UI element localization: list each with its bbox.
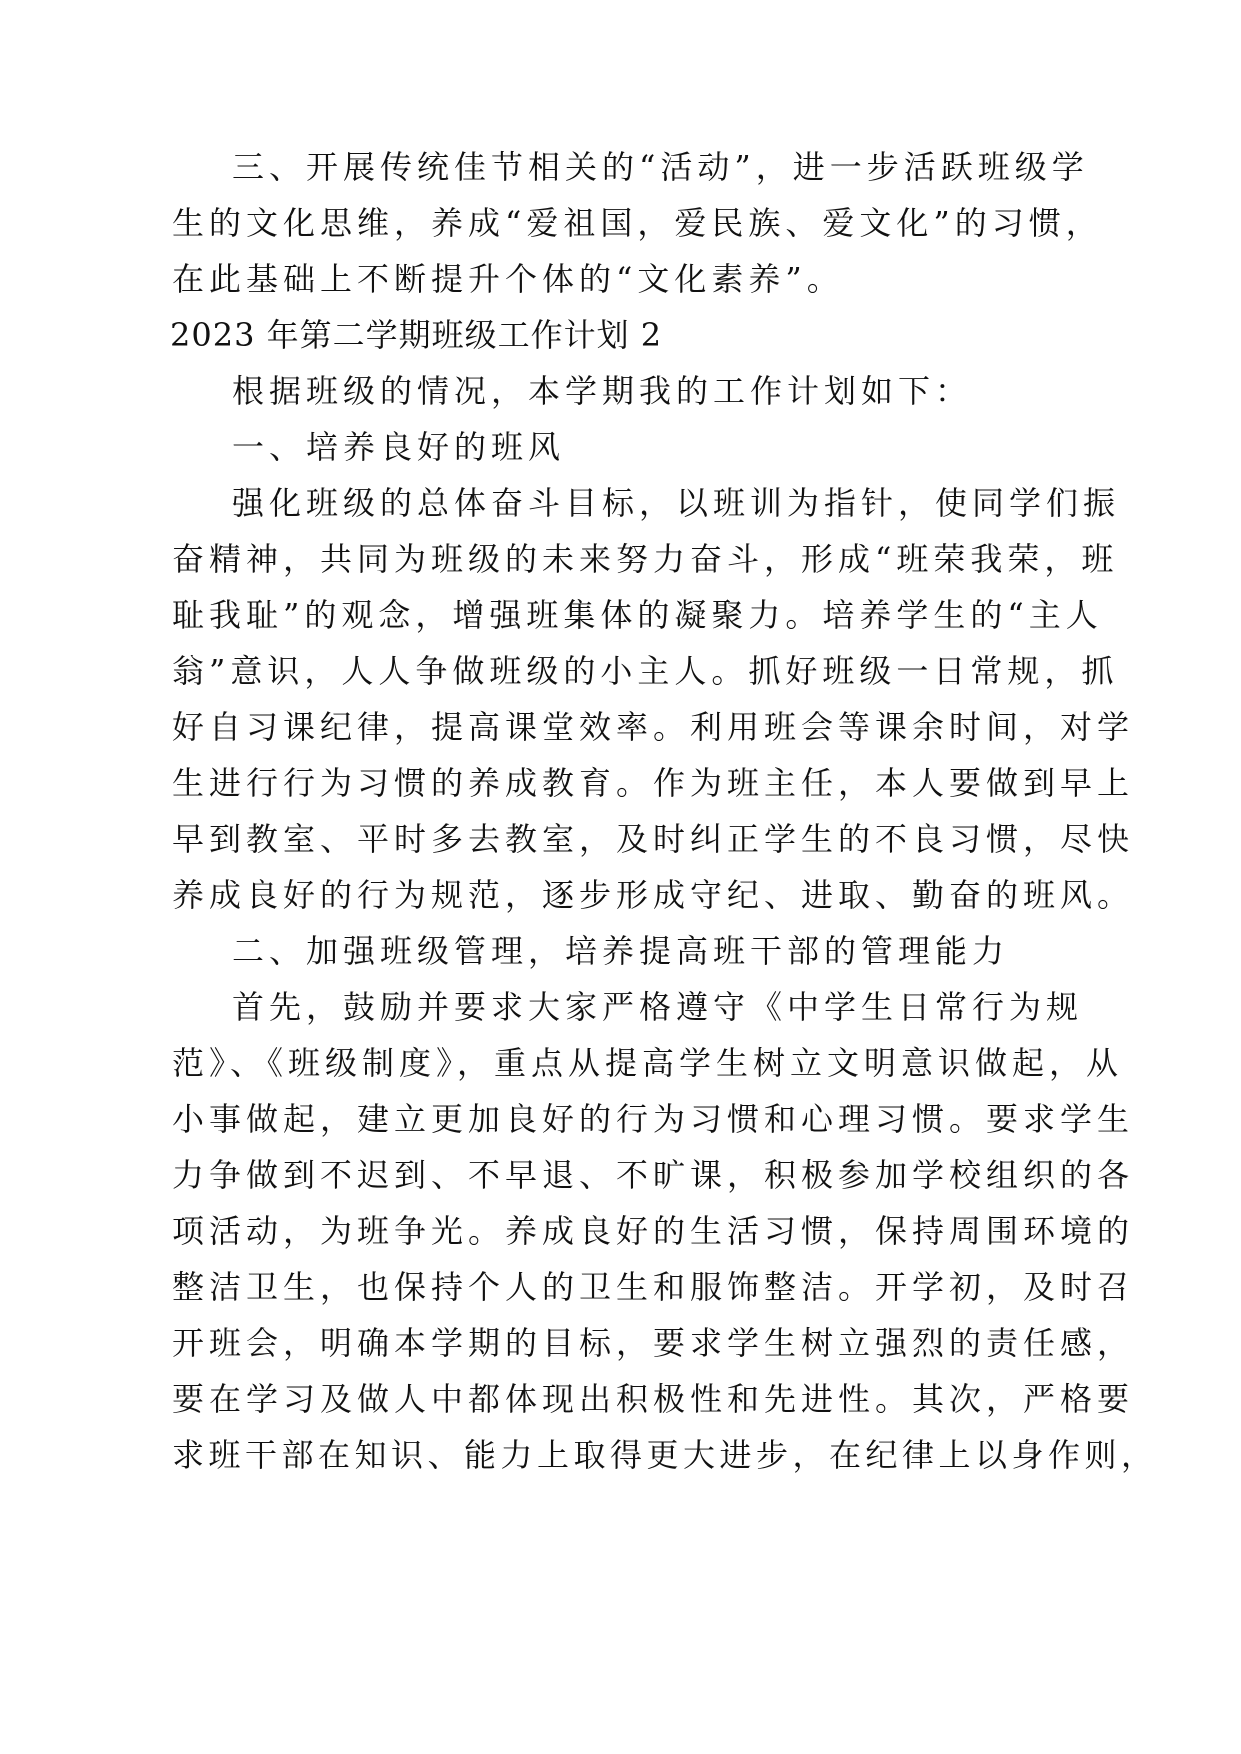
paragraph-line: 三、开展传统佳节相关的“活动”，进一步活跃班级学	[232, 148, 1089, 186]
subheading-line: 一、培养良好的班风	[232, 428, 566, 466]
paragraph-line: 生的文化思维，养成“爱祖国，爱民族、爱文化”的习惯，	[172, 204, 1103, 242]
paragraph-line: 范》、《班级制度》，重点从提高学生树立文明意识做起，从	[172, 1044, 1124, 1082]
paragraph-line: 项活动，为班争光。养成良好的生活习惯，保持周围环境的	[172, 1212, 1135, 1250]
paragraph-line: 养成良好的行为规范，逐步形成守纪、进取、勤奋的班风。	[172, 876, 1135, 914]
paragraph-line: 耻我耻”的观念，增强班集体的凝聚力。培养学生的“主人	[172, 596, 1103, 634]
paragraph-line: 力争做到不迟到、不早退、不旷课，积极参加学校组织的各	[172, 1156, 1135, 1194]
paragraph-line: 强化班级的总体奋斗目标，以班训为指针，使同学们振	[232, 484, 1121, 522]
paragraph-line: 早到教室、平时多去教室，及时纠正学生的不良习惯，尽快	[172, 820, 1135, 858]
paragraph-line: 好自习课纪律，提高课堂效率。利用班会等课余时间，对学	[172, 708, 1135, 746]
paragraph-line: 根据班级的情况，本学期我的工作计划如下：	[232, 372, 973, 410]
paragraph-line: 开班会，明确本学期的目标，要求学生树立强烈的责任感，	[172, 1324, 1135, 1362]
paragraph-line: 要在学习及做人中都体现出积极性和先进性。其次，严格要	[172, 1380, 1135, 1418]
paragraph-line: 小事做起，建立更加良好的行为习惯和心理习惯。要求学生	[172, 1100, 1135, 1138]
subheading-line: 二、加强班级管理，培养提高班干部的管理能力	[232, 932, 1010, 970]
paragraph-line: 奋精神，共同为班级的未来努力奋斗，形成“班荣我荣，班	[172, 540, 1119, 578]
paragraph-line: 在此基础上不断提升个体的“文化素养”。	[172, 260, 844, 298]
paragraph-line: 翁”意识，人人争做班级的小主人。抓好班级一日常规，抓	[172, 652, 1119, 690]
paragraph-line: 生进行行为习惯的养成教育。作为班主任，本人要做到早上	[172, 764, 1135, 802]
paragraph-line: 首先，鼓励并要求大家严格遵守《中学生日常行为规	[232, 988, 1084, 1026]
section-title: 2023 年第二学期班级工作计划 2	[170, 316, 663, 354]
paragraph-line: 求班干部在知识、能力上取得更大进步，在纪律上以身作则，	[172, 1436, 1158, 1474]
paragraph-line: 整洁卫生，也保持个人的卫生和服饰整洁。开学初，及时召	[172, 1268, 1135, 1306]
